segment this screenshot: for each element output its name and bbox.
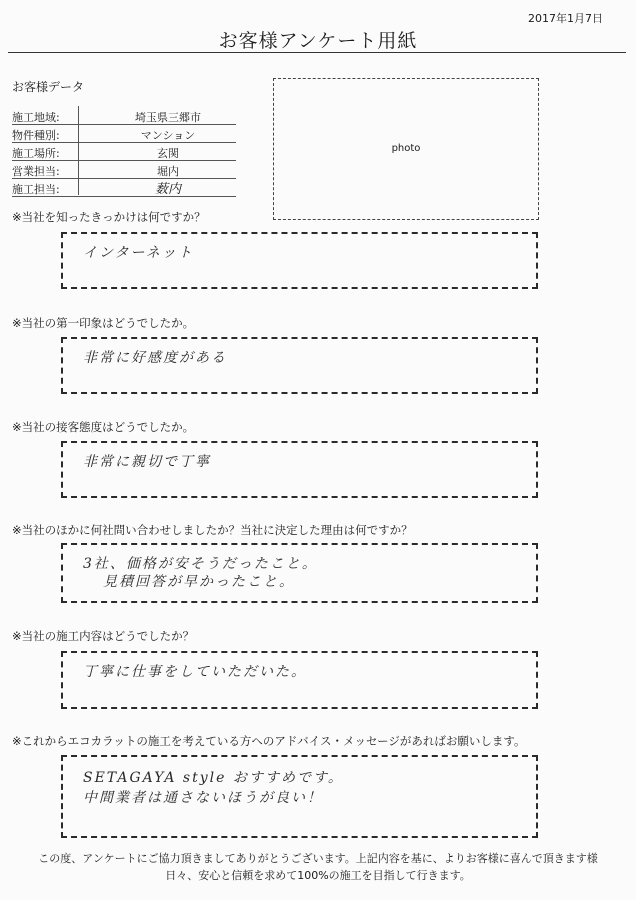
info-row-area — [12, 106, 236, 125]
info-row-installer — [12, 178, 236, 197]
question-1: ※当社を知ったきっかけは何ですか？ — [12, 210, 206, 224]
info-label: 施工場所: — [12, 147, 60, 160]
answer-text: SETAGAYA style おすすめです。 — [83, 770, 344, 786]
answer-text: 3社、価格が安そうだったこと。 — [83, 556, 318, 572]
page-title: お客様アンケート用紙 — [218, 30, 418, 52]
info-label: 営業担当: — [12, 165, 60, 178]
answer-text: 非常に親切で丁寧 — [83, 454, 211, 470]
info-label: 物件種別: — [12, 129, 60, 142]
answer-box-6 — [61, 755, 538, 838]
question-2: ※当社の第一印象はどうでしたか。 — [12, 316, 195, 330]
question-4: ※当社のほかに何社問い合わせしましたか？当社に決定した理由は何ですか？ — [12, 523, 413, 537]
info-value: 埼玉県三郷市 — [135, 111, 201, 124]
question-6: ※これからエコカラットの施工を考えている方へのアドバイス・メッセージがあればお願いします。 — [12, 734, 526, 748]
info-row-property-type — [12, 124, 236, 143]
photo-placeholder — [273, 78, 539, 220]
info-value: 堀内 — [157, 165, 179, 178]
answer-box-4 — [61, 543, 538, 603]
question-3: ※当社の接客態度はどうでしたか。 — [12, 420, 195, 434]
answer-box-1 — [61, 232, 538, 289]
info-row-sales-rep — [12, 160, 236, 179]
info-value-handwritten: 薮内 — [154, 182, 181, 197]
closing-line-1: この度、アンケートにご協力頂きましてありがとうございます。上記内容を基に、よりお客様に喜んで頂きます様 — [38, 852, 598, 865]
answer-text: インターネット — [83, 245, 194, 261]
closing-line-2: 日々、安心と信頼を求めて100%の施工を目指して行きます。 — [165, 869, 471, 882]
info-value: マンション — [140, 129, 196, 142]
answer-box-5 — [61, 651, 538, 709]
customer-data-heading: お客様データ — [12, 80, 85, 94]
question-5: ※当社の施工内容はどうでしたか？ — [12, 629, 195, 643]
answer-text: 非常に好感度がある — [83, 350, 227, 366]
answer-text-line2: 見積回答が早かったこと。 — [103, 574, 295, 590]
info-label: 施工担当: — [12, 183, 60, 196]
info-row-location — [12, 142, 236, 161]
answer-text-line2: 中間業者は通さないほうが良い！ — [83, 790, 323, 806]
photo-label: photo — [391, 143, 421, 154]
info-label: 施工地域: — [12, 111, 60, 124]
answer-box-3 — [61, 441, 538, 498]
title-divider — [8, 52, 626, 53]
answer-box-2 — [61, 337, 538, 394]
answer-text: 丁寧に仕事をしていただいた。 — [83, 664, 307, 680]
info-column-divider — [78, 106, 79, 195]
survey-date: 2017年1月7日 — [528, 12, 603, 25]
info-value: 玄関 — [157, 147, 179, 160]
